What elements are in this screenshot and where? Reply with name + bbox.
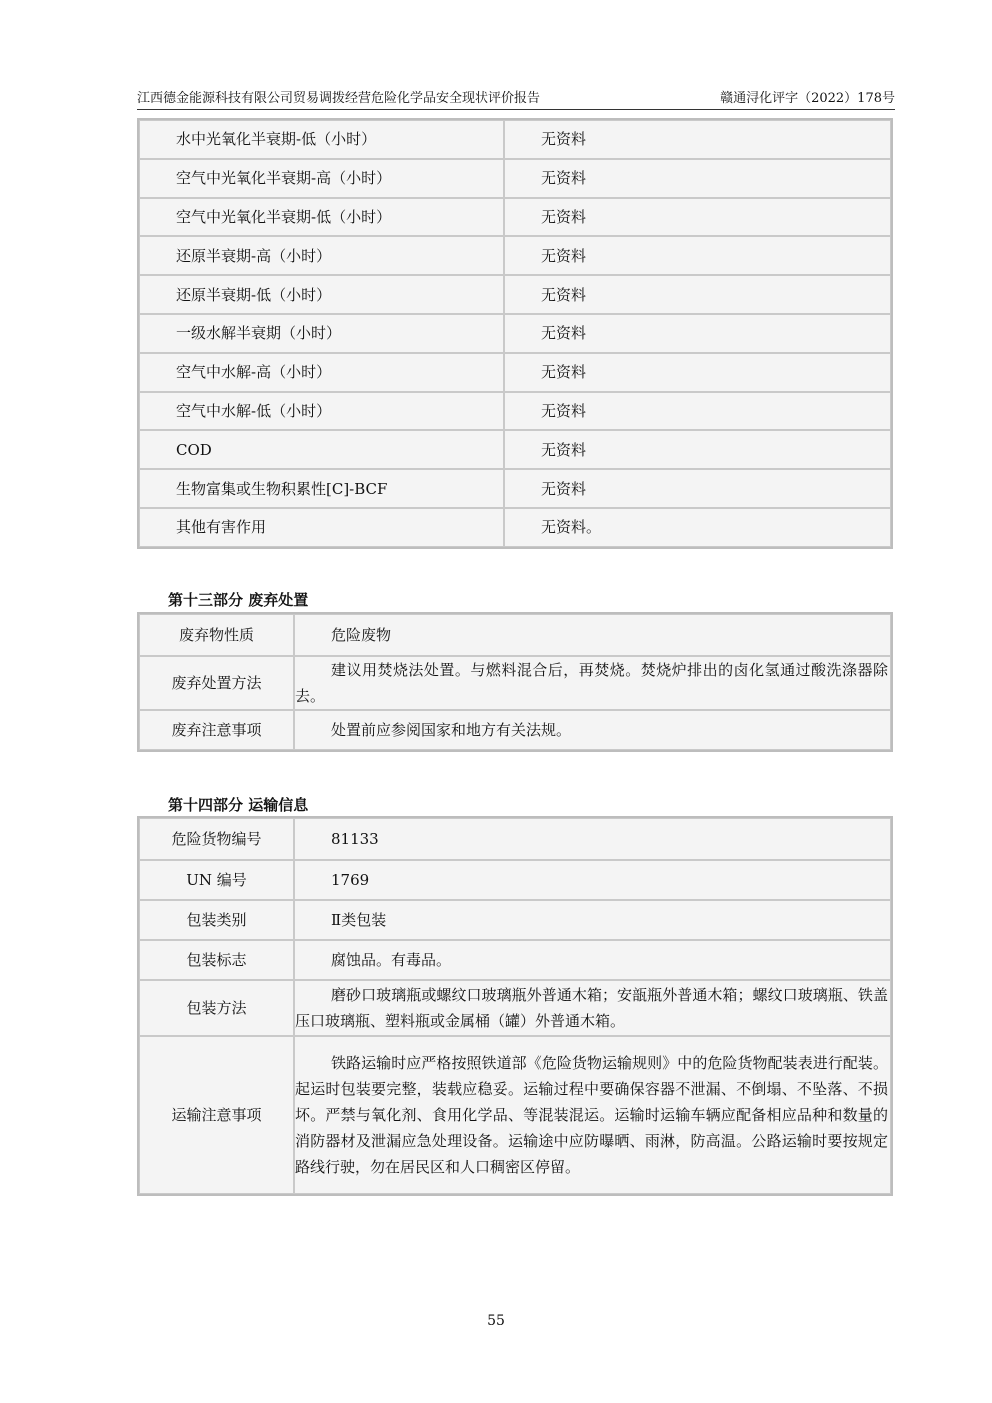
table-row: [139, 314, 891, 353]
row-label: 其他有害作用: [139, 508, 504, 547]
row-value: 无资料: [504, 159, 891, 198]
row-label: COD: [139, 430, 504, 469]
table-row: [139, 469, 891, 508]
row-label: 包装标志: [139, 940, 294, 980]
row-label: 危险货物编号: [139, 818, 294, 860]
row-value: 处置前应参阅国家和地方有关法规。: [294, 710, 891, 750]
row-label: 空气中水解-低（小时）: [139, 392, 504, 431]
ecology-table: [137, 118, 893, 549]
row-value: 81133: [294, 818, 891, 860]
table-row: [139, 236, 891, 275]
row-label: 空气中光氧化半衰期-高（小时）: [139, 159, 504, 198]
row-label: UN 编号: [139, 860, 294, 900]
report-number: 赣通浔化评字（2022）178号: [720, 91, 895, 106]
table-row: [139, 275, 891, 314]
row-value: 无资料: [504, 275, 891, 314]
row-label: 一级水解半衰期（小时）: [139, 314, 504, 353]
row-value: 1769: [294, 860, 891, 900]
table-row: [139, 818, 891, 860]
table-row: [139, 860, 891, 900]
row-label: 废弃注意事项: [139, 710, 294, 750]
row-value: 无资料: [504, 198, 891, 237]
row-label: 空气中光氧化半衰期-低（小时）: [139, 198, 504, 237]
table-row: [139, 159, 891, 198]
section-heading-transport: 第十四部分 运输信息: [168, 796, 309, 814]
row-label: 废弃处置方法: [139, 656, 294, 710]
row-value: 无资料: [504, 392, 891, 431]
row-label: 包装类别: [139, 900, 294, 940]
row-value: 铁路运输时应严格按照铁道部《危险货物运输规则》中的危险货物配装表进行配装。起运时包装要完整，装载应稳妥。运输过程中要确保容器不泄漏、不倒塌、不坠落、不损坏。严禁与氧化剂、食用化学品、等混装混运。运输时运输车辆应配备相应品种和数量的消防器材及泄漏应急处理设备。运输途中应防曝晒、雨淋，防高温。公路运输时要按规定路线行驶，勿在居民区和人口稠密区停留。: [294, 1036, 891, 1194]
row-value: 磨砂口玻璃瓶或螺纹口玻璃瓶外普通木箱；安瓿瓶外普通木箱；螺纹口玻璃瓶、铁盖压口玻璃瓶、塑料瓶或金属桶（罐）外普通木箱。: [294, 980, 891, 1036]
row-label: 运输注意事项: [139, 1036, 294, 1194]
row-value: 无资料: [504, 314, 891, 353]
table-row: [139, 710, 891, 750]
disposal-table: [137, 612, 893, 752]
row-value: 无资料。: [504, 508, 891, 547]
row-value: 无资料: [504, 236, 891, 275]
table-row: [139, 980, 891, 1036]
table-row: [139, 656, 891, 710]
row-value: 无资料: [504, 120, 891, 159]
row-label: 空气中水解-高（小时）: [139, 353, 504, 392]
section-heading-disposal: 第十三部分 废弃处置: [168, 591, 309, 609]
table-row: [139, 353, 891, 392]
row-label: 水中光氧化半衰期-低（小时）: [139, 120, 504, 159]
row-value: 无资料: [504, 469, 891, 508]
row-value: Ⅱ类包装: [294, 900, 891, 940]
table-row: [139, 120, 891, 159]
page-header: [137, 88, 895, 110]
table-row: [139, 508, 891, 547]
table-row: [139, 614, 891, 656]
row-label: 还原半衰期-高（小时）: [139, 236, 504, 275]
table-row: [139, 430, 891, 469]
row-value: 无资料: [504, 430, 891, 469]
transport-table: [137, 816, 893, 1196]
page-number: 55: [487, 1313, 505, 1329]
table-row: [139, 1036, 891, 1194]
row-value: 危险废物: [294, 614, 891, 656]
table-row: [139, 198, 891, 237]
row-value: 腐蚀品。有毒品。: [294, 940, 891, 980]
table-row: [139, 940, 891, 980]
report-title: 江西德金能源科技有限公司贸易调拨经营危险化学品安全现状评价报告: [137, 91, 541, 106]
row-label: 包装方法: [139, 980, 294, 1036]
table-row: [139, 392, 891, 431]
row-label: 生物富集或生物积累性[C]-BCF: [139, 469, 504, 508]
row-label: 废弃物性质: [139, 614, 294, 656]
table-row: [139, 900, 891, 940]
row-label: 还原半衰期-低（小时）: [139, 275, 504, 314]
row-value: 无资料: [504, 353, 891, 392]
row-value: 建议用焚烧法处置。与燃料混合后，再焚烧。焚烧炉排出的卤化氢通过酸洗涤器除去。: [294, 656, 891, 710]
